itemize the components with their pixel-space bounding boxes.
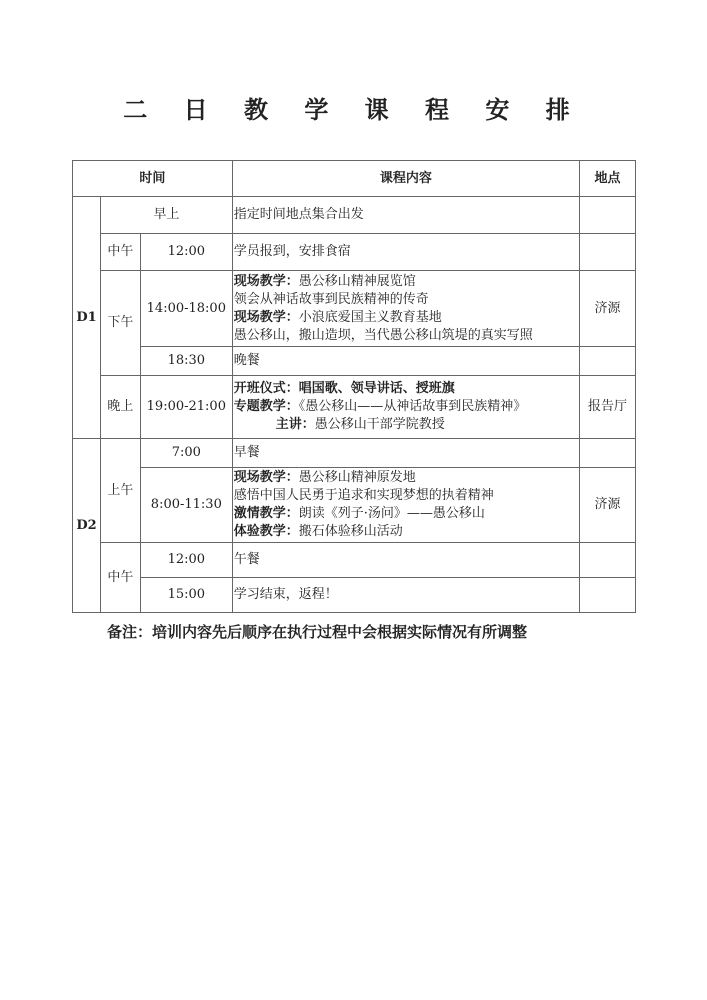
place	[580, 439, 636, 468]
line-text: 愚公移山精神展览馆	[298, 273, 416, 289]
period: 中午	[100, 234, 140, 271]
content: 学习结束，返程！	[232, 578, 579, 613]
content	[232, 271, 579, 347]
table-row	[73, 468, 636, 543]
line-label: 现场教学：	[233, 309, 299, 325]
place: 济源	[580, 271, 636, 347]
day-label: D1	[73, 197, 101, 439]
line-text: 小浪底爱国主义教育基地	[298, 309, 442, 325]
content: 晚餐	[232, 347, 579, 376]
content	[232, 468, 579, 543]
table-row	[73, 347, 636, 376]
line-text: 愚公移山干部学院教授	[314, 417, 445, 432]
time: 19:00-21:00	[140, 376, 232, 439]
time: 7:00	[140, 439, 232, 468]
line-label: 现场教学：	[233, 273, 299, 289]
footnote: 备注：培训内容先后顺序在执行过程中会根据实际情况有所调整	[107, 623, 528, 641]
time: 14:00-18:00	[140, 271, 232, 347]
table-row	[73, 543, 636, 578]
line-text: 《愚公移山——从神话故事到民族精神》	[298, 399, 527, 414]
header-time: 时间	[73, 161, 233, 197]
table-row	[73, 234, 636, 271]
line-text: 唱国歌、领导讲话、授班旗	[298, 381, 455, 396]
line-text: 搬石体验移山活动	[298, 524, 403, 539]
content	[232, 376, 579, 439]
content: 指定时间地点集合出发	[232, 197, 579, 234]
period: 晚上	[100, 376, 140, 439]
time: 18:30	[140, 347, 232, 376]
period: 早上	[100, 197, 232, 234]
place	[580, 543, 636, 578]
day-label: D2	[73, 439, 101, 613]
table-header-row	[73, 161, 636, 197]
header-place: 地点	[580, 161, 636, 197]
line-label: 主讲：	[275, 417, 315, 432]
line-label: 开班仪式：	[233, 381, 299, 396]
table-row	[73, 578, 636, 613]
time: 12:00	[140, 543, 232, 578]
line-label: 体验教学：	[233, 524, 299, 539]
content: 学员报到，安排食宿	[232, 234, 579, 271]
period: 上午	[100, 439, 140, 543]
line-text: 领会从神话故事到民族精神的传奇	[233, 291, 429, 307]
place	[580, 578, 636, 613]
table-row	[73, 197, 636, 234]
schedule-table	[72, 160, 636, 613]
table-row	[73, 439, 636, 468]
table-row	[73, 376, 636, 439]
line-text: 愚公移山精神原发地	[298, 470, 416, 485]
table-row	[73, 271, 636, 347]
line-label: 现场教学：	[233, 470, 299, 485]
page-title: 二 日 教 学 课 程 安 排	[123, 95, 584, 124]
place	[580, 197, 636, 234]
place	[580, 347, 636, 376]
place: 报告厅	[580, 376, 636, 439]
line-text: 感悟中国人民勇于追求和实现梦想的执着精神	[233, 488, 494, 503]
time: 12:00	[140, 234, 232, 271]
line-text: 朗读《列子·汤问》——愚公移山	[298, 506, 485, 521]
place	[580, 234, 636, 271]
period: 中午	[100, 543, 140, 613]
line-label: 激情教学：	[233, 506, 299, 521]
line-text: 愚公移山，搬山造坝，当代愚公移山筑堤的真实写照	[233, 327, 533, 343]
period: 下午	[100, 271, 140, 376]
time: 8:00-11:30	[140, 468, 232, 543]
place: 济源	[580, 468, 636, 543]
line-label: 专题教学：	[233, 399, 299, 414]
header-content: 课程内容	[232, 161, 579, 197]
time: 15:00	[140, 578, 232, 613]
content: 午餐	[232, 543, 579, 578]
content: 早餐	[232, 439, 579, 468]
